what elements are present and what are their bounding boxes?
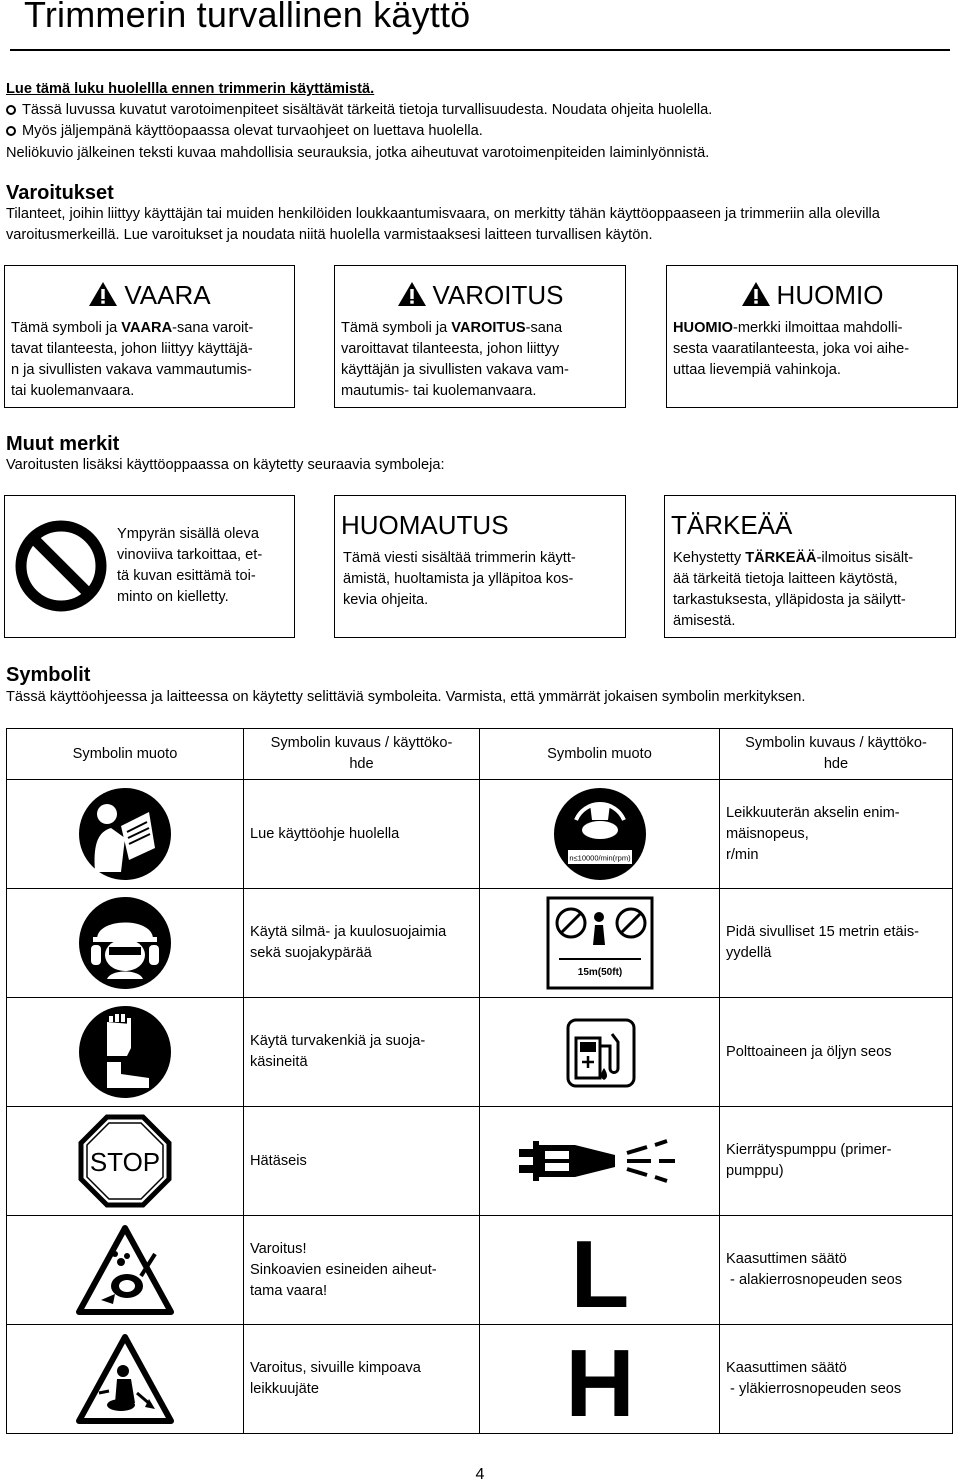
description-cell: Varoitus, sivuille kimpoava leikkuujäte [244, 1325, 480, 1434]
symbol-table [6, 728, 953, 1434]
page-title: Trimmerin turvallinen käyttö [24, 0, 471, 35]
description-cell: Polttoaineen ja öljyn seos [720, 998, 953, 1107]
huomio-box [666, 265, 958, 408]
huomautus-box [334, 495, 626, 638]
thrown-objects-warning-icon [75, 1224, 175, 1316]
intro-bullet-2: Myös jäljempänä käyttöopaassa olevat turvaohjeet on luettava huolella. [6, 122, 483, 141]
description-cell: Kaasuttimen säätö - alakierrosnopeuden seos [720, 1216, 953, 1325]
warning-triangle-icon [397, 281, 427, 307]
huomautus-heading: HUOMAUTUS [341, 510, 509, 540]
letter-h-icon [560, 1334, 640, 1424]
header-shape-1: Symbolin muoto [7, 729, 244, 780]
header-desc-2: Symbolin kuvaus / käyttökо- hde [720, 729, 953, 780]
section-heading-muut-merkit: Muut merkit [6, 433, 120, 455]
letter-h: H [564, 1334, 635, 1424]
muut-text: Varoitusten lisäksi käyttöoppaassa on käytetty seuraavia symboleja: [6, 457, 445, 473]
header-desc-1: Symbolin kuvaus / käyttökо- hde [244, 729, 480, 780]
varoitus-heading: VAROITUS [335, 280, 625, 311]
warning-triangle-icon [88, 281, 118, 307]
symbol-cell [480, 998, 720, 1107]
description-cell: Kierrätyspumppu (primer- pumppu) [720, 1107, 953, 1216]
description-cell: Lue käyttöohje huolella [244, 780, 480, 889]
fuel-oil-mix-icon [552, 1004, 648, 1100]
header-shape-2: Symbolin muoto [480, 729, 720, 780]
symbolit-text: Tässä käyttöohjeessa ja laitteessa on käytetty selittäviä symboleita. Varmista, että ymmärrät jokaisen symbolin merkityksen. [6, 689, 806, 705]
description-cell: Käytä turvakenkiä ja suoja- käsineitä [244, 998, 480, 1107]
varoitukset-text: Tilanteet, joihin liittyy käyttäjän tai muiden henkilöiden loukkaantumisvaara, on merkitty tähän käyttöoppaaseen ja trimmeriin alla olevilla varoitusmerkeillä. Lue varoitukset ja noudata niitä huolella varmistaaksesi laitteen turvallisen käytön. [6, 206, 880, 243]
table-row [7, 889, 953, 998]
symbol-cell [7, 1107, 244, 1216]
description-cell: Käytä silmä- ja kuulosuojaimia sekä suojakypärää [244, 889, 480, 998]
description-cell: Hätäseis [244, 1107, 480, 1216]
warning-triangle-icon [741, 281, 771, 307]
page-number: 4 [475, 1466, 485, 1483]
prohibition-text: Ympyrän sisällä oleva vinoviiva tarkoittaa, et- tä kuvan esittämä toi- minto on kielletty. [117, 526, 263, 605]
symbol-cell [480, 780, 720, 889]
intro-bullet-1: Tässä luvussa kuvatut varotoimenpiteet sisältävät tärkeitä tietoja turvallisuudesta. Noudata ohjeita huolella. [6, 101, 712, 120]
tarkeaa-box [664, 495, 956, 638]
distance-label: 15m(50ft) [577, 967, 622, 978]
huomio-heading: HUOMIO [667, 280, 957, 311]
vaara-box [4, 265, 295, 408]
section-heading-varoitukset: Varoitukset [6, 182, 114, 204]
symbol-cell [7, 998, 244, 1107]
table-row [7, 1216, 953, 1325]
huomautus-text: Tämä viesti sisältää trimmerin käytt- ämistä, huoltamista ja ylläpitoa kos- kevia ohjeita. [343, 550, 576, 608]
table-header-row [7, 729, 953, 780]
read-manual-icon [77, 786, 173, 882]
description-cell: Leikkuuterän akselin enim- mäisnopeus, r/min [720, 780, 953, 889]
section-heading-symbolit: Symbolit [6, 664, 91, 686]
boots-gloves-icon [77, 1004, 173, 1100]
intro-note: Neliökuvio jälkeinen teksti kuvaa mahdollisia seurauksia, jotka aiheutuvat varotoimenpiteiden laiminlyönnistä. [6, 145, 710, 161]
stop-sign-icon [77, 1113, 173, 1209]
max-speed-icon [552, 786, 648, 882]
title-rule [10, 49, 950, 51]
debris-warning-icon [75, 1333, 175, 1425]
vaara-heading: VAARA [5, 280, 294, 311]
symbol-cell [480, 889, 720, 998]
description-cell: Varoitus! Sinkoavien esineiden aiheut- tama vaara! [244, 1216, 480, 1325]
symbol-cell [480, 1216, 720, 1325]
primer-pump-icon [515, 1131, 685, 1191]
description-cell: Pidä sivulliset 15 metrin etäis- yydellä [720, 889, 953, 998]
table-row [7, 998, 953, 1107]
varoitus-box [334, 265, 626, 408]
symbol-cell [7, 780, 244, 889]
prohibition-icon [13, 518, 109, 614]
vaara-text: Tämä symboli ja VAARA-sana varoit- tavat tilanteesta, johon liittyy käyttäjä- n ja sivullisten vakava vammautumis- tai kuolemanvaara. [11, 320, 254, 399]
bullet-icon [6, 105, 16, 115]
description-cell: Kaasuttimen säätö - yläkierrosnopeuden seos [720, 1325, 953, 1434]
table-row [7, 1107, 953, 1216]
tarkeaa-text: Kehystetty TÄRKEÄÄ-ilmoitus sisält- ää tärkeitä tietoja laitteen käytöstä, tarkastuksesta, ylläpidosta ja säilytt- ämisestä. [673, 550, 914, 629]
symbol-cell [7, 889, 244, 998]
symbol-cell [480, 1107, 720, 1216]
symbol-cell [480, 1325, 720, 1434]
letter-l-icon [560, 1225, 640, 1315]
symbol-cell [7, 1216, 244, 1325]
table-row [7, 1325, 953, 1434]
speed-label: n≤10000/min(rpm) [568, 853, 631, 863]
bullet-icon [6, 126, 16, 136]
prohibition-box [4, 495, 295, 638]
protective-gear-icon [77, 895, 173, 991]
stop-label: STOP [89, 1147, 161, 1177]
keep-distance-icon [545, 895, 655, 991]
huomio-text: HUOMIO-merkki ilmoittaa mahdolli- sesta vaaratilanteesta, joka voi aihe- uttaa lievempiä vahinkoja. [673, 320, 910, 378]
table-row [7, 780, 953, 889]
tarkeaa-heading: TÄRKEÄÄ [671, 510, 793, 540]
intro-lead: Lue tämä luku huolellla ennen trimmerin käyttämistä. [6, 81, 375, 97]
symbol-cell [7, 1325, 244, 1434]
letter-l: L [570, 1225, 629, 1315]
varoitus-text: Tämä symboli ja VAROITUS-sana varoittavat tilanteesta, johon liittyy käyttäjän ja sivullisten vakava vam- mautumis- tai kuolemanvaara. [341, 320, 569, 399]
